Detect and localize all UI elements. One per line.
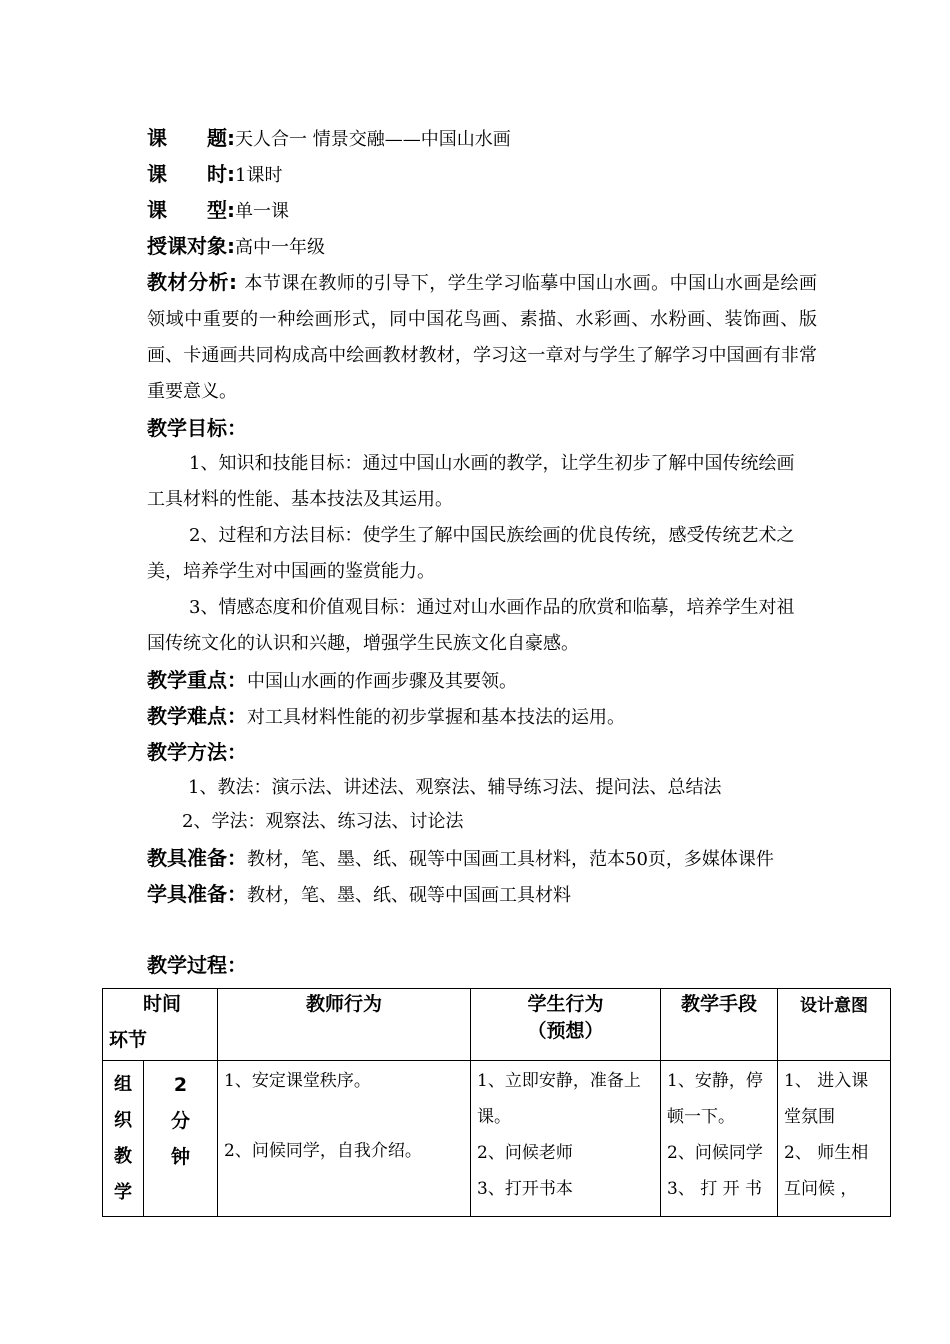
time-cell xyxy=(144,1061,218,1217)
student-tools-label: 学具准备： xyxy=(147,882,247,906)
header-means-cell xyxy=(661,989,778,1061)
teaching-methods: 1、教法：演示法、讲述法、观察法、辅导练习法、提问法、总结法 xyxy=(188,777,722,798)
period-label-b: 时 xyxy=(207,162,227,186)
period-value: 1课时 xyxy=(235,165,283,186)
methods-heading: 教学方法： xyxy=(147,740,247,764)
design-intent: 1、 进入课 堂氛围 2、 师生相 互问候 ， xyxy=(784,1071,869,1199)
means-cell xyxy=(661,1061,778,1217)
type-label-b: 型 xyxy=(207,198,227,222)
period-label-a: 课 xyxy=(147,162,167,186)
header-teacher-cell xyxy=(218,989,471,1061)
teaching-means: 1、安静，停 顿一下。 2、问候同学 3、 打 开 书 xyxy=(667,1071,763,1199)
header-student-sub: （预想） xyxy=(527,1020,604,1042)
topic-line: 课 题:天人合一 情景交融——中国山水画 xyxy=(147,126,511,150)
analysis-label: 教材分析 xyxy=(147,270,229,294)
analysis-paragraph: 教材分析: 本节课在教师的引导下，学生学习临摹中国山水画。中国山水画是绘画领域中重要的一种绘画形式，同中国花鸟画、素描、水彩画、水粉画、装饰画、版画、卡通画共同构成高中绘画教材教材，学习这一章对与学生了解学习中国画有非常重要意义。 xyxy=(147,270,818,402)
objective-2: 2、过程和方法目标：使学生了解中国民族绘画的优良传统，感受传统艺术之美，培养学生对中国画的鉴赏能力。 xyxy=(147,525,795,582)
difficulty-value: 对工具材料性能的初步掌握和基本技法的运用。 xyxy=(247,707,625,728)
header-student-cell xyxy=(471,989,661,1061)
type-line: 课 型:单一课 xyxy=(147,198,289,222)
header-means: 教学手段 xyxy=(680,993,757,1015)
time-text: 2 分 钟 xyxy=(170,1074,190,1168)
type-value: 单一课 xyxy=(235,201,289,222)
key-point-line xyxy=(147,668,517,694)
header-intent-cell xyxy=(778,989,891,1061)
teacher-action-1: 1、安定课堂秩序。 xyxy=(224,1071,371,1091)
student-tools-line xyxy=(147,882,571,908)
difficulty-line xyxy=(147,704,625,730)
process-heading: 教学过程： xyxy=(147,953,247,977)
teacher-tools-value: 教材，笔、墨、纸、砚等中国画工具材料，范本50页，多媒体课件 xyxy=(247,849,774,870)
header-student: 学生行为 xyxy=(527,993,604,1015)
topic-label-b: 题 xyxy=(207,126,227,150)
period-line: 课 时:1课时 xyxy=(147,162,283,186)
intent-cell xyxy=(778,1061,891,1217)
objectives-heading: 教学目标： xyxy=(147,416,247,440)
header-time-stage xyxy=(103,989,218,1061)
audience-value: 高中一年级 xyxy=(235,237,325,258)
header-time: 时间 xyxy=(143,993,182,1015)
stage-cell xyxy=(103,1061,144,1217)
learning-methods: 2、学法：观察法、练习法、讨论法 xyxy=(182,811,464,832)
difficulty-label: 教学难点： xyxy=(147,704,247,728)
key-point-label: 教学重点： xyxy=(147,668,247,692)
table-header-row xyxy=(103,989,891,1061)
teacher-action-2: 2、问候同学，自我介绍。 xyxy=(224,1141,422,1161)
teacher-tools-label: 教具准备： xyxy=(147,846,247,870)
audience-line: 授课对象:高中一年级 xyxy=(147,234,325,258)
topic-label-a: 课 xyxy=(147,126,167,150)
teacher-cell xyxy=(218,1061,471,1217)
header-intent: 设计意图 xyxy=(800,996,868,1016)
type-label-a: 课 xyxy=(147,198,167,222)
student-tools-value: 教材，笔、墨、纸、砚等中国画工具材料 xyxy=(247,885,571,906)
analysis-text: 本节课在教师的引导下，学生学习临摹中国山水画。中国山水画是绘画领域中重要的一种绘画形式，同中国花鸟画、素描、水彩画、水粉画、装饰画、版画、卡通画共同构成高中绘画教材教材，学习这一章对与学生了解学习中国画有非常重要意义。 xyxy=(147,273,818,402)
header-stage: 环节 xyxy=(109,1029,148,1051)
objective-1: 1、知识和技能目标：通过中国山水画的教学，让学生初步了解中国传统绘画工具材料的性能、基本技法及其运用。 xyxy=(147,453,795,510)
stage-text: 组 织 教 学 xyxy=(114,1074,132,1203)
key-point-value: 中国山水画的作画步骤及其要领。 xyxy=(247,671,517,692)
student-actions: 1、立即安静，准备上 课。 2、问候老师 3、打开书本 xyxy=(477,1071,641,1199)
topic-value: 天人合一 情景交融——中国山水画 xyxy=(235,129,511,150)
audience-label: 授课对象 xyxy=(147,234,227,258)
process-table xyxy=(102,988,891,1217)
teacher-tools-line xyxy=(147,846,774,872)
header-teacher: 教师行为 xyxy=(305,993,382,1015)
objective-3: 3、情感态度和价值观目标：通过对山水画作品的欣赏和临摹，培养学生对祖国传统文化的认识和兴趣，增强学生民族文化自豪感。 xyxy=(147,597,795,654)
table-row xyxy=(103,1061,891,1217)
student-cell xyxy=(471,1061,661,1217)
